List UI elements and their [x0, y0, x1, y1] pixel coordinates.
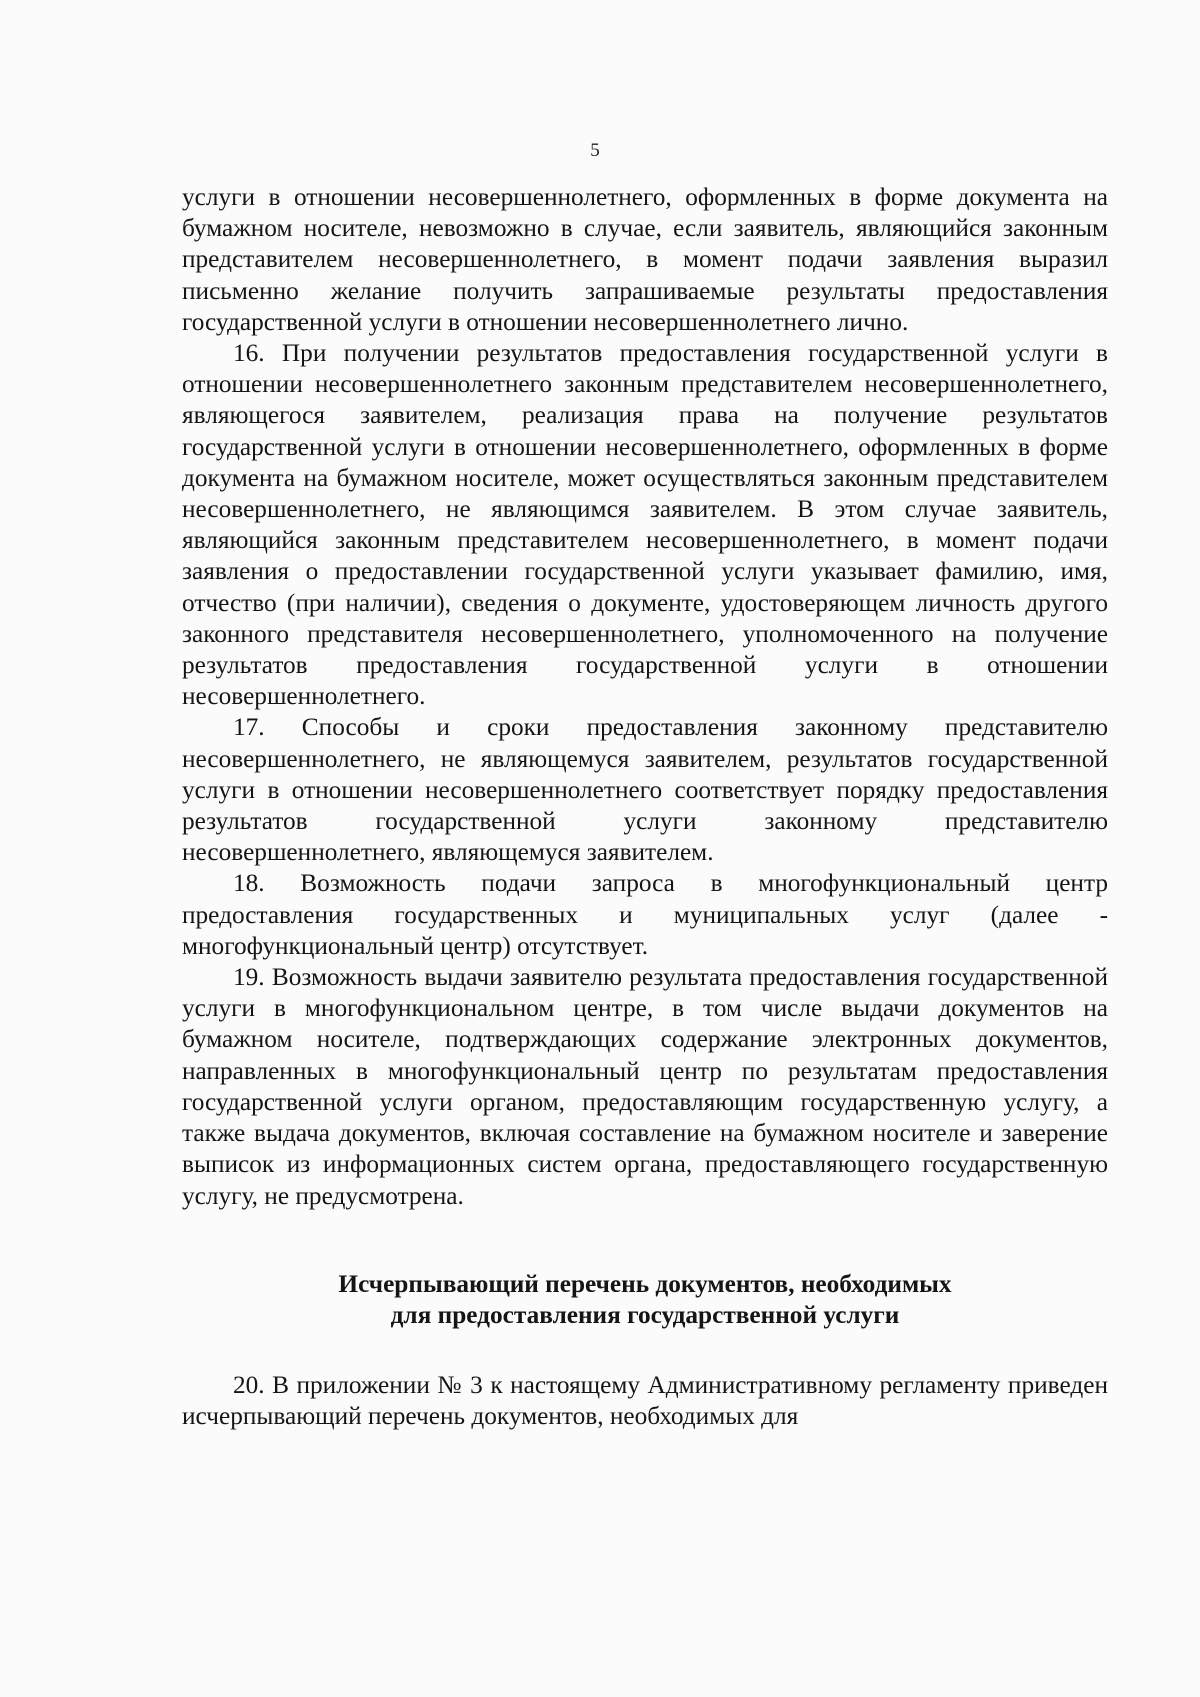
paragraph-19: 19. Возможность выдачи заявителю результата предоставления государственной услуги в многофункциональном центре, в том числе выдачи документов на бумажном носителе, подтверждающих содержание электронных документов, направленных в многофункциональный центр по результатам предоставления государственной услуги органом, предоставляющим государственную услугу, а также выдача документов, включая составление на бумажном носителе и заверение выписок из информационных систем органа, предоставляющего государственную услугу, не предусмотрена.: [182, 963, 1108, 1210]
paragraph-17: 17. Способы и сроки предоставления законному представителю несовершеннолетнего, не являющемуся заявителем, результатов государственной услуги в отношении несовершеннолетнего соответствует порядку предоставления результатов государственной услуги законному представителю несовершеннолетнего, являющемуся заявителем.: [182, 713, 1108, 867]
paragraph-20: 20. В приложении № 3 к настоящему Административному регламенту приведен исчерпывающий перечень документов, необходимых для: [182, 1371, 1108, 1431]
paragraph-16: 16. При получении результатов предоставления государственной услуги в отношении несовершеннолетнего законным представителем несовершеннолетнего, являющегося заявителем, реализация права на получение результатов государственной услуги в отношении несовершеннолетнего, оформленных в форме документа на бумажном носителе, может осуществляться законным представителем несовершеннолетнего, не являющимся заявителем. В этом случае заявитель, являющийся законным представителем несовершеннолетнего, в момент подачи заявления о предоставлении государственной услуги указывает фамилию, имя, отчество (при наличии), сведения о документе, удостоверяющем личность другого законного представителя несовершеннолетнего, уполномоченного на получение результатов предоставления государственной услуги в отношении несовершеннолетнего.: [182, 339, 1108, 711]
section-heading: [182, 1269, 1108, 1331]
paragraph-18: 18. Возможность подачи запроса в многофункциональный центр предоставления государственных и муниципальных услуг (далее - многофункциональный центр) отсутствует.: [182, 869, 1108, 960]
document-body: [182, 182, 1108, 1433]
paragraph-continuation: услуги в отношении несовершеннолетнего, оформленных в форме документа на бумажном носителе, невозможно в случае, если заявитель, являющийся законным представителем несовершеннолетнего, в момент подачи заявления выразил письменно желание получить запрашиваемые результаты предоставления государственной услуги в отношении несовершеннолетнего лично.: [182, 183, 1108, 336]
page-number: 5: [590, 140, 600, 161]
section-heading-line-1: Исчерпывающий перечень документов, необходимых: [338, 1269, 952, 1298]
section-heading-line-2: для предоставления государственной услуги: [390, 1300, 900, 1329]
